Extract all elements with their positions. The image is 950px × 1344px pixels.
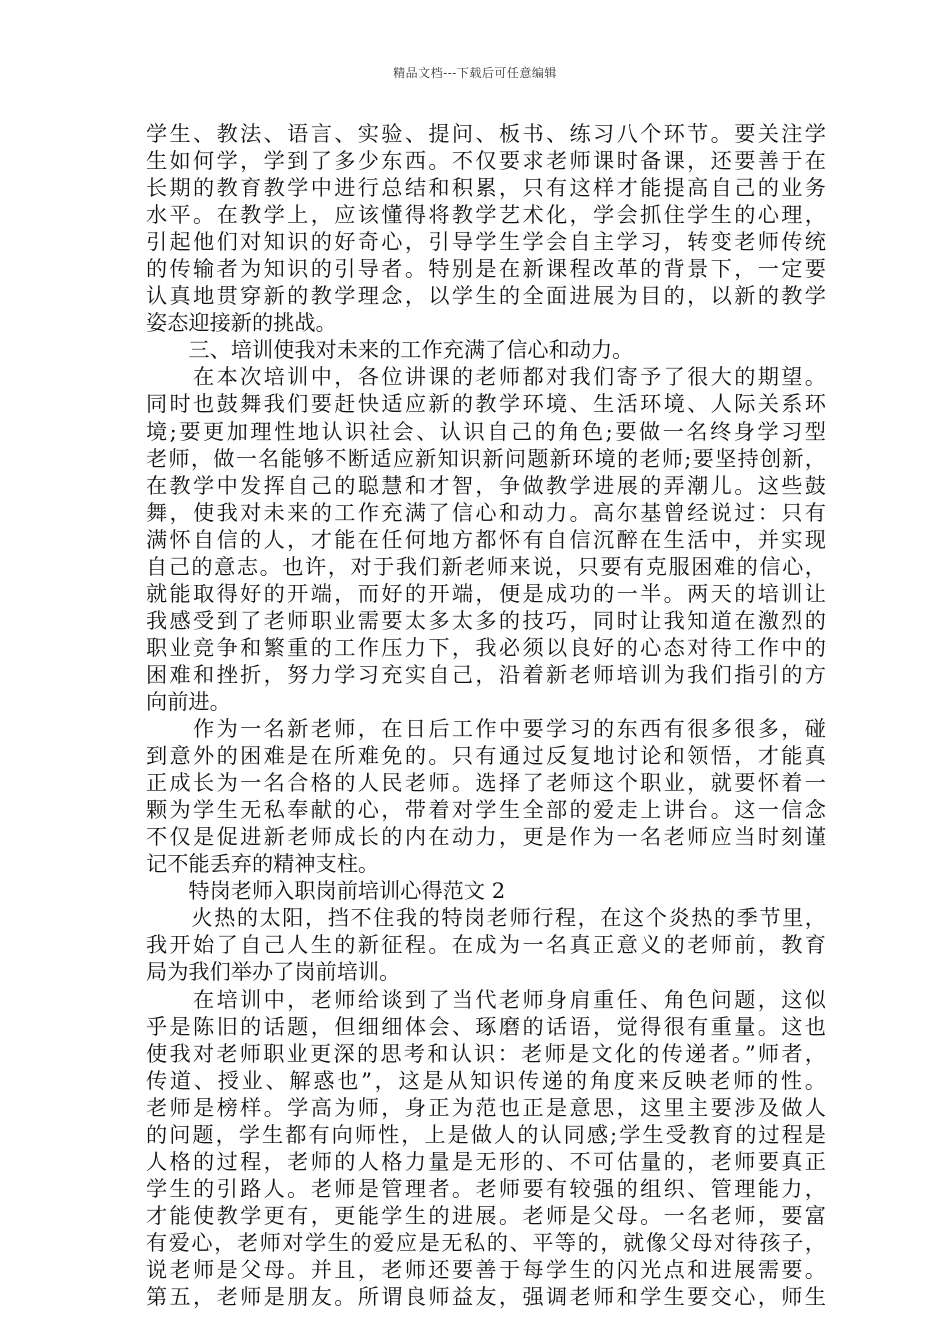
text-line: 人格的过程，老师的人格力量是无形的、不可估量的，老师要真正 (146, 1148, 826, 1174)
text-line: 生如何学，学到了多少东西。不仅要求老师课时备课，还要善于在 (146, 148, 826, 174)
text-line: 认真地贯穿新的教学理念，以学生的全面进展为目的，以新的教学 (146, 283, 826, 309)
text-line: 长期的教育教学中进行总结和积累，只有这样才能提高自己的业务 (146, 175, 826, 201)
text-line: 同时也鼓舞我们要赶快适应新的教学环境、生活环境、人际关系环 (146, 391, 826, 417)
text-line: 境;要更加理性地认识社会、认识自己的角色;要做一名终身学习型 (146, 418, 826, 444)
text-line: 第五，老师是朋友。所谓良师益友，强调老师和学生要交心，师生 (146, 1284, 826, 1310)
text-line: 火热的太阳，挡不住我的特岗老师行程，在这个炎热的季节里， (146, 905, 826, 931)
document-body (146, 120, 826, 1310)
page-header: 精品文档---下载后可任意编辑 (393, 66, 557, 80)
text-line: 我感受到了老师职业需要太多太多的技巧，同时让我知道在激烈的 (146, 607, 826, 633)
text-line: 局为我们举办了岗前培训。 (146, 959, 401, 985)
text-line: 作为一名新老师，在日后工作中要学习的东西有很多很多，碰 (146, 716, 826, 742)
text-line: 姿态迎接新的挑战。 (146, 310, 337, 336)
text-line: 记不能丢弃的精神支柱。 (146, 851, 380, 877)
text-line: 满怀自信的人，才能在任何地方都怀有自信沉醉在生活中，并实现 (146, 526, 826, 552)
text-line: 说老师是父母。并且，老师还要善于每学生的闪光点和进展需要。 (146, 1256, 826, 1282)
text-line: 不仅是促进新老师成长的内在动力，更是作为一名老师应当时刻谨 (146, 824, 826, 850)
text-line: 颗为学生无私奉献的心，带着对学生全部的爱走上讲台。这一信念 (146, 797, 826, 823)
text-line: 学生的引路人。老师是管理者。老师要有较强的组织、管理能力， (146, 1175, 826, 1201)
text-line: 舞，使我对未来的工作充满了信心和动力。高尔基曾经说过：只有 (146, 499, 826, 525)
text-line: 传道、授业、解惑也”，这是从知识传递的角度来反映老师的性。 (146, 1067, 826, 1093)
text-line: 特岗老师入职岗前培训心得范文 2 (146, 878, 506, 904)
text-line: 困难和挫折，努力学习充实自己，沿着新老师培训为我们指引的方 (146, 661, 826, 687)
text-line: 水平。在教学上，应该懂得将教学艺术化，学会抓住学生的心理， (146, 202, 826, 228)
text-line: 在教学中发挥自己的聪慧和才智，争做教学进展的弄潮儿。这些鼓 (146, 472, 826, 498)
text-line: 向前进。 (146, 688, 231, 714)
text-line: 正成长为一名合格的人民老师。选择了老师这个职业，就要怀着一 (146, 770, 826, 796)
text-line: 乎是陈旧的话题，但细细体会、琢磨的话语，觉得很有重量。这也 (146, 1013, 826, 1039)
text-line: 学生、教法、语言、实验、提问、板书、练习八个环节。要关注学 (146, 121, 826, 146)
text-line: 的问题，学生都有向师性，上是做人的认同感;学生受教育的过程是 (146, 1121, 826, 1147)
text-line: 有爱心，老师对学生的爱应是无私的、平等的，就像父母对待孩子， (146, 1229, 826, 1255)
text-line: 在本次培训中，各位讲课的老师都对我们寄予了很大的期望。 (146, 364, 826, 390)
text-line: 引起他们对知识的好奇心，引导学生学会自主学习，转变老师传统 (146, 229, 826, 255)
text-line: 职业竞争和繁重的工作压力下，我必须以良好的心态对待工作中的 (146, 634, 826, 660)
text-line: 自己的意志。也许，对于我们新老师来说，只要有克服困难的信心， (146, 553, 826, 579)
text-line: 三、培训使我对未来的工作充满了信心和动力。 (146, 337, 634, 363)
text-line: 就能取得好的开端，而好的开端，便是成功的一半。两天的培训让 (146, 580, 826, 606)
text-line: 使我对老师职业更深的思考和认识：老师是文化的传递者。”师者， (146, 1040, 826, 1066)
text-line: 老师是榜样。学高为师，身正为范也正是意思，这里主要涉及做人 (146, 1094, 826, 1120)
text-line: 老师，做一名能够不断适应新知识新问题新环境的老师;要坚持创新， (146, 445, 826, 471)
text-line: 在培训中，老师给谈到了当代老师身肩重任、角色问题，这似 (146, 986, 826, 1012)
text-line: 才能使教学更有，更能学生的进展。老师是父母。一名老师，要富 (146, 1202, 826, 1228)
text-line: 到意外的困难是在所难免的。只有通过反复地讨论和领悟，才能真 (146, 743, 826, 769)
text-line: 我开始了自己人生的新征程。在成为一名真正意义的老师前，教育 (146, 932, 826, 958)
text-line: 的传输者为知识的引导者。特别是在新课程改革的背景下，一定要 (146, 256, 826, 282)
